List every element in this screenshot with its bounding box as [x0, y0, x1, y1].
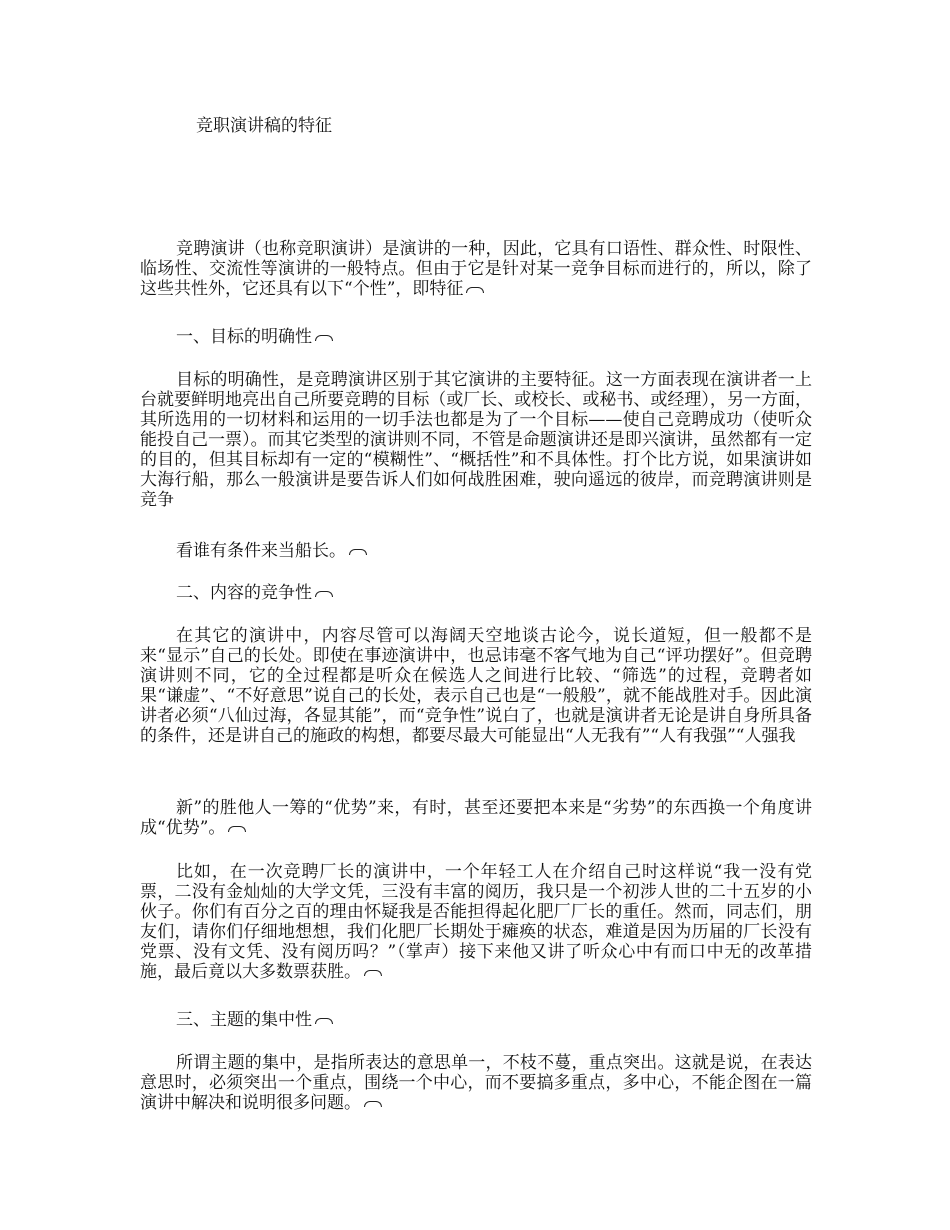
document-title: 竞职演讲稿的特征	[196, 116, 332, 136]
paragraph-text: 所谓主题的集中，是指所表达的意思单一，不枝不蔓，重点突出。这就是说，在表达意思时，必须突出一个重点，围绕一个中心，而不要搞多重点，多中心，不能企图在一篇演讲中解决和说明很多问题。	[140, 1053, 812, 1113]
paragraph-mark-icon	[349, 549, 367, 555]
paragraph-text: 新”的胜他人一筹的“优势”来，有时，甚至还要把本来是“劣势”的东西换一个角度讲成“优势”。	[140, 798, 812, 838]
paragraph-focus	[140, 1053, 812, 1113]
paragraph-text: 在其它的演讲中，内容尽管可以海阔天空地谈古论今，说长道短，但一般都不是来“显示”自己的长处。即使在事迹演讲中，也忌讳毫不客气地为自己“评功摆好”。但竞聘演讲则不同，它的全过程都是听众在候选人之间进行比较、“筛选”的过程，竞聘者如果“谦虚”、“不好意思”说自己的长处，表示自己也是“一般般”，就不能战胜对手。因此演讲者必须“八仙过海，各显其能”，而“竞争性”说白了，也就是演讲者无论是讲自身所具备的条件，还是讲自己的施政的构想，都要尽最大可能显出“人无我有”“人有我强”“人强我	[140, 626, 812, 746]
paragraph-advantage	[140, 798, 812, 838]
paragraph-mark-icon	[364, 1101, 382, 1107]
paragraph-text: 比如，在一次竞聘厂长的演讲中，一个年轻工人在介绍自己时这样说“我一没有党票，二没有金灿灿的大学文凭，三没有丰富的阅历，我只是一个初涉人世的二十五岁的小伙子。你们有百分之百的理由怀疑我是否能担得起化肥厂厂长的重任。然而，同志们，朋友们，请你们仔细地想想，我们化肥厂长期处于瘫痪的状态，难道是因为历届的厂长没有党票、没有文凭、没有阅历吗？”（掌声）接下来他又讲了听众心中有而口中无的改革措施，最后竟以大多数票获胜。	[140, 862, 812, 982]
paragraph-captain	[140, 541, 812, 561]
heading-competitiveness	[140, 583, 812, 603]
paragraph-intro	[140, 239, 812, 299]
paragraph-mark-icon	[315, 335, 333, 341]
heading-goal-clarity	[140, 327, 812, 347]
heading-focus	[140, 1010, 812, 1030]
paragraph-text: 看谁有条件来当船长。	[176, 541, 346, 561]
paragraph-mark-icon	[228, 826, 246, 832]
paragraph-goal-clarity	[140, 370, 812, 510]
paragraph-text: 目标的明确性，是竞聘演讲区别于其它演讲的主要特征。这一方面表现在演讲者一上台就要鲜明地亮出自己所要竞聘的目标（或厂长、或校长、或秘书、或经理），另一方面，其所选用的一切材料和运用的一切手法也都是为了一个目标——使自己竞聘成功（使听众能投自己一票）。而其它类型的演讲则不同，不管是命题演讲还是即兴演讲，虽然都有一定的目的，但其目标却有一定的“模糊性”、“概括性”和不具体性。打个比方说，如果演讲如大海行船，那么一般演讲是要告诉人们如何战胜困难，驶向遥远的彼岸，而竞聘演讲则是竞争	[140, 370, 812, 510]
heading-text: 二、内容的竞争性	[176, 583, 312, 603]
paragraph-mark-icon	[315, 1018, 333, 1024]
paragraph-mark-icon	[466, 287, 484, 293]
heading-text: 三、主题的集中性	[176, 1010, 312, 1030]
paragraph-mark-icon	[315, 591, 333, 597]
heading-text: 一、目标的明确性	[176, 327, 312, 347]
paragraph-text: 竞聘演讲（也称竞职演讲）是演讲的一种，因此，它具有口语性、群众性、时限性、临场性、交流性等演讲的一般特点。但由于它是针对某一竞争目标而进行的，所以，除了这些共性外，它还具有以下“个性”，即特征	[140, 239, 812, 299]
paragraph-mark-icon	[364, 970, 382, 976]
paragraph-example	[140, 862, 812, 982]
paragraph-competitiveness	[140, 626, 812, 746]
